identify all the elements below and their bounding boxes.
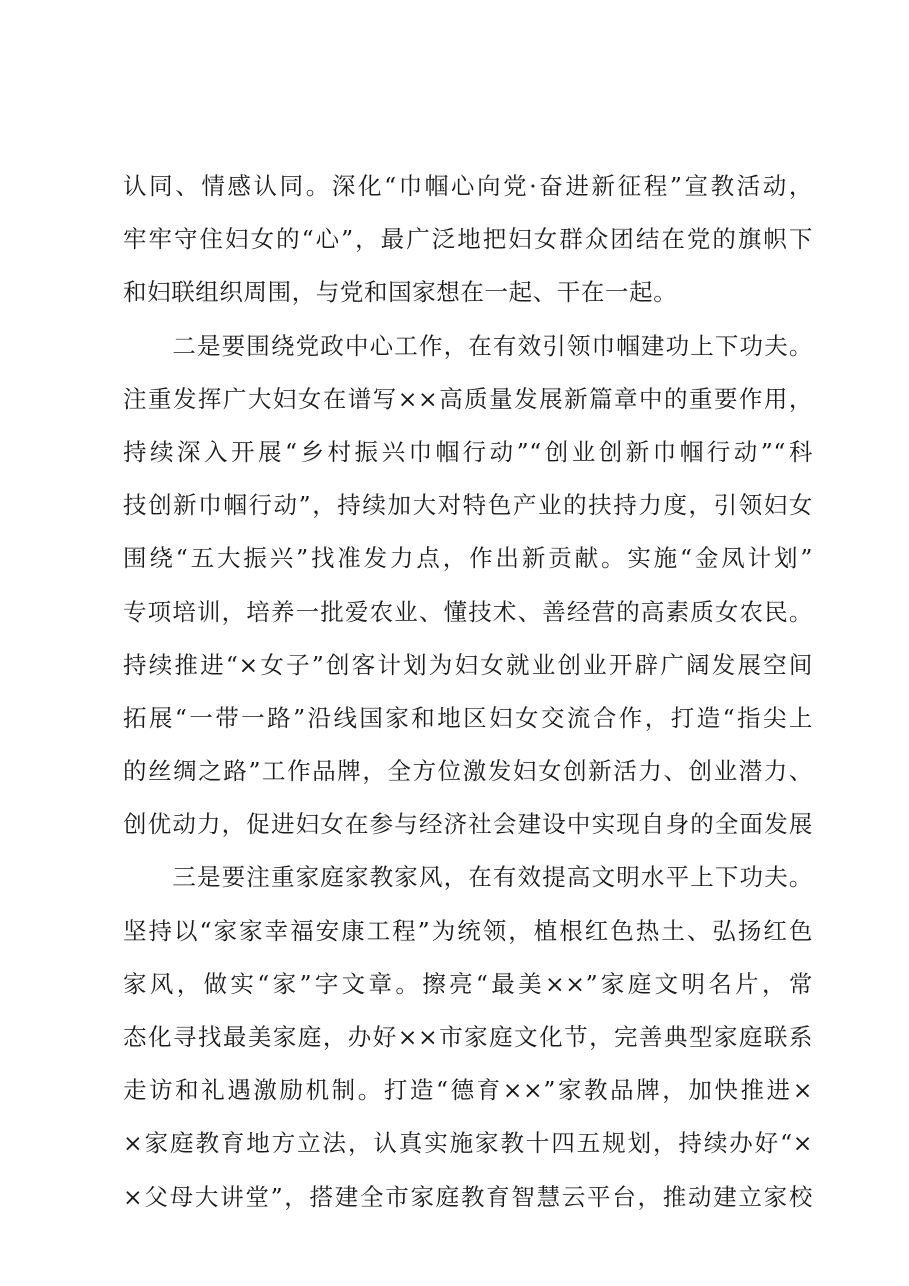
text-line: 持续深入开展“乡村振兴巾帼行动”“创业创新巾帼行动”“科 [123, 437, 813, 466]
text-line: 专项培训，培养一批爱农业、懂技术、善经营的高素质女农民。 [123, 597, 813, 626]
paragraph-heading-line: 三是要注重家庭家教家风，在有效提高文明水平上下功夫。 [123, 863, 813, 892]
body-text [123, 160, 813, 1224]
text-line: 围绕“五大振兴”找准发力点，作出新贡献。实施“金凤计划” [123, 544, 813, 573]
text-line: 技创新巾帼行动”，持续加大对特色产业的扶持力度，引领妇女 [123, 491, 813, 520]
text-line: 的丝绸之路”工作品牌，全方位激发妇女创新活力、创业潜力、 [123, 757, 813, 786]
text-line: 拓展“一带一路”沿线国家和地区妇女交流合作，打造“指尖上 [123, 703, 813, 732]
paragraph-end-line: 创优动力，促进妇女在参与经济社会建设中实现自身的全面发展 [123, 810, 813, 839]
paragraph-heading-line: 二是要围绕党政中心工作，在有效引领巾帼建功上下功夫。 [123, 331, 813, 360]
text-line: 走访和礼遇激励机制。打造“德育××”家教品牌，加快推进× [123, 1076, 813, 1105]
text-line: 注重发挥广大妇女在谱写××高质量发展新篇章中的重要作用， [123, 384, 813, 413]
text-line: ×父母大讲堂”，搭建全市家庭教育智慧云平台，推动建立家校 [123, 1182, 813, 1211]
text-line: ×家庭教育地方立法，认真实施家教十四五规划，持续办好“× [123, 1129, 813, 1158]
paragraph-end-line: 和妇联组织周围，与党和国家想在一起、干在一起。 [123, 278, 678, 307]
text-line: 家风，做实“家”字文章。擦亮“最美××”家庭文明名片，常 [123, 969, 813, 998]
text-line: 持续推进“×女子”创客计划为妇女就业创业开辟广阔发展空间 [123, 650, 813, 679]
text-line: 态化寻找最美家庭，办好××市家庭文化节，完善典型家庭联系 [123, 1023, 813, 1051]
text-line: 认同、情感认同。深化“巾帼心向党·奋进新征程”宣教活动， [123, 172, 813, 200]
text-line: 坚持以“家家幸福安康工程”为统领，植根红色热土、弘扬红色 [123, 916, 813, 945]
text-line: 牢牢守住妇女的“心”，最广泛地把妇女群众团结在党的旗帜下 [123, 225, 813, 254]
